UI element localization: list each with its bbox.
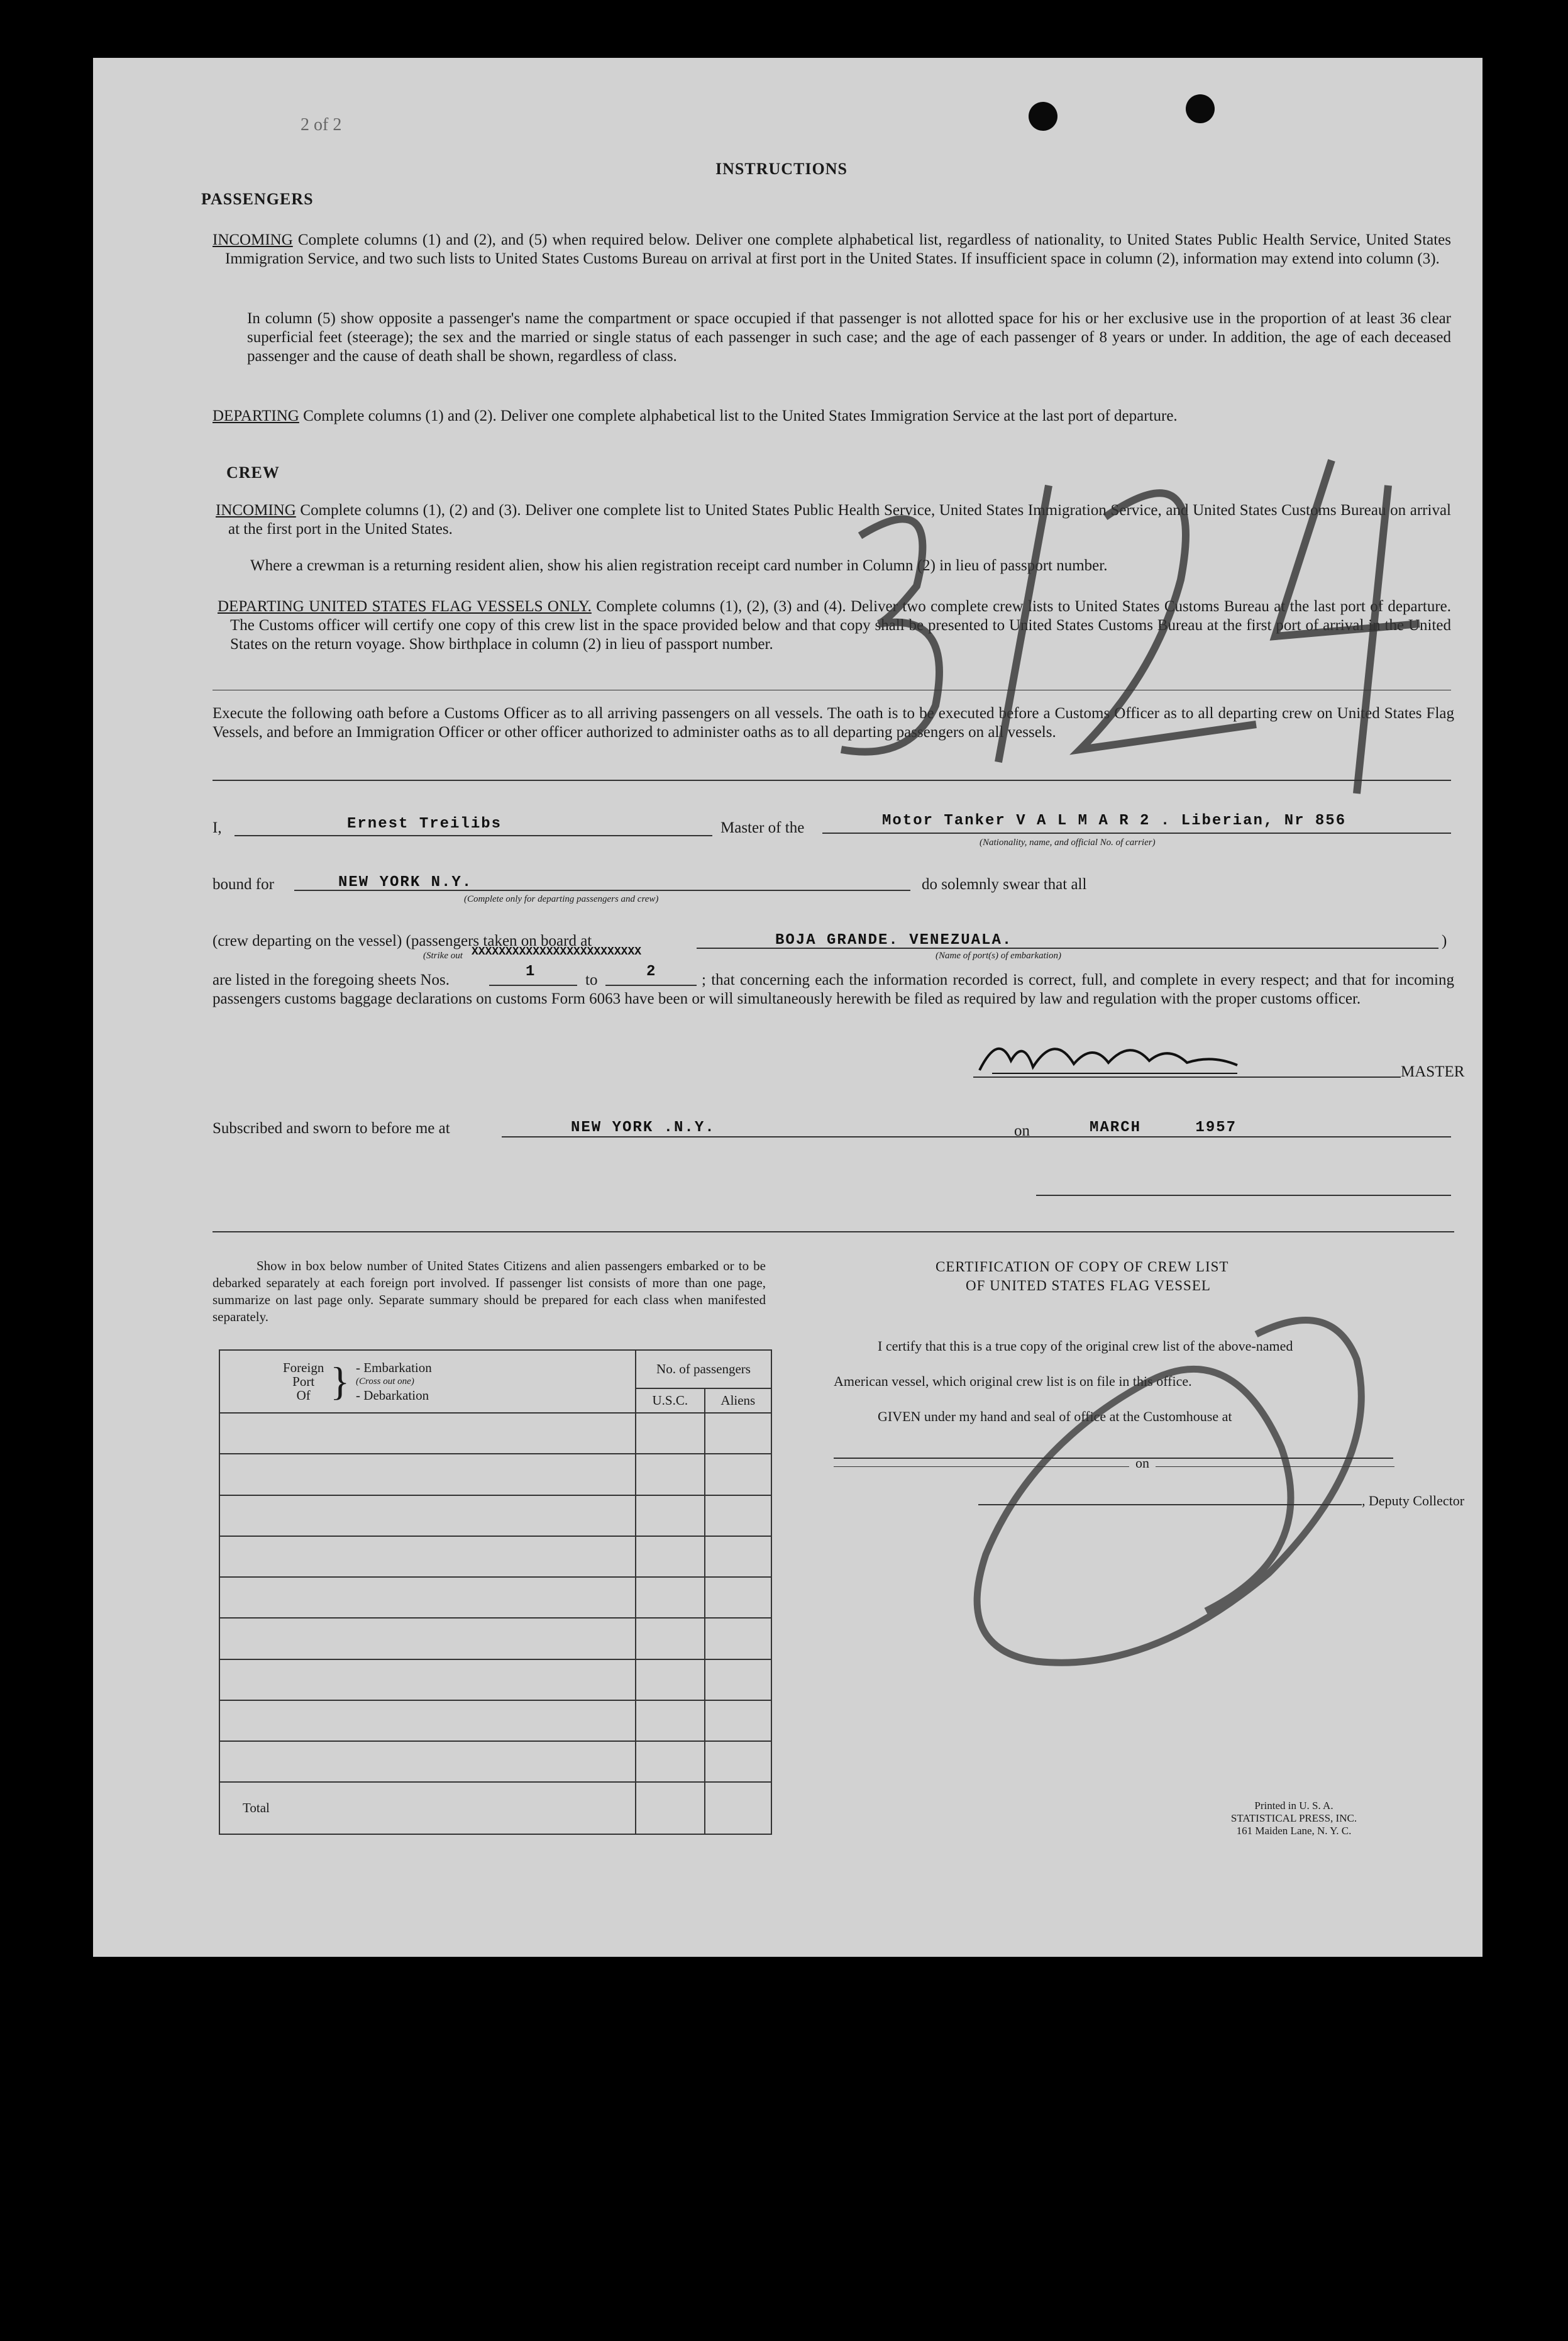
cert-heading-2: OF UNITED STATES FLAG VESSEL bbox=[966, 1278, 1211, 1293]
struck-text: XXXXXXXXXXXXXXXXXXXXXXXXX bbox=[472, 946, 642, 958]
col-port-of: Of bbox=[296, 1388, 311, 1403]
form-page bbox=[93, 58, 1482, 1957]
cert-heading-1: CERTIFICATION OF COPY OF CREW LIST bbox=[936, 1259, 1229, 1275]
crew-departing-text: Complete columns (1), (2), (3) and (4). Deliver two complete crew lists to United States Customs Bureau at the last port of departure. The Customs officer will certify one copy of this crew list in the space provided below and that copy shall be presented to United States Customs Bureau at the first port of arrival in the United States on the return voyage. Show birthplace in column (2) in lieu of passport number. bbox=[230, 598, 1451, 653]
summary-row bbox=[219, 1700, 771, 1741]
passengers-departing-label: DEPARTING bbox=[213, 407, 299, 424]
deputy-collector-label: , Deputy Collector bbox=[1362, 1493, 1465, 1508]
cert-line-1: I certify that this is a true copy of the original crew list of the above-named bbox=[878, 1338, 1293, 1354]
crew-incoming-text: Complete columns (1), (2) and (3). Deliver one complete list to United States Public Health Service, United States Immigration Service, and United States Customs Bureau on arrival at the first port in the United States. bbox=[228, 502, 1451, 538]
printer-line-3: 161 Maiden Lane, N. Y. C. bbox=[1236, 1825, 1352, 1837]
col-usc: U.S.C. bbox=[636, 1388, 705, 1413]
passengers-incoming-para bbox=[213, 231, 1452, 268]
summary-row bbox=[219, 1413, 771, 1454]
passengers-heading: PASSENGERS bbox=[201, 190, 314, 208]
crew-incoming-label: INCOMING bbox=[216, 502, 296, 519]
passengers-incoming-label: INCOMING bbox=[213, 231, 293, 248]
port-line bbox=[697, 948, 1438, 949]
punch-hole-left bbox=[1029, 102, 1057, 131]
col-port-foreign: Foreign bbox=[283, 1360, 324, 1376]
sheet-to: 2 bbox=[646, 963, 657, 980]
col-aliens: Aliens bbox=[705, 1388, 771, 1413]
port-of-embarkation: BOJA GRANDE. VENEZUALA. bbox=[775, 932, 1013, 949]
col-debark: - Debarkation bbox=[356, 1388, 429, 1403]
master-name-line bbox=[235, 835, 712, 836]
divider-3 bbox=[213, 1231, 1454, 1232]
on-label: on bbox=[1014, 1122, 1030, 1139]
bound-caption: (Complete only for departing passengers and crew) bbox=[464, 894, 659, 904]
sheets-prefix: are listed in the foregoing sheets Nos. bbox=[213, 971, 450, 988]
summary-row bbox=[219, 1536, 771, 1577]
printer-line-2: STATISTICAL PRESS, INC. bbox=[1230, 1812, 1357, 1824]
passenger-summary-table: Foreign Port Of } - Embarkation (Cross out one) - Debarkation No. of passengers U.S.C. Aliens Total bbox=[219, 1349, 772, 1835]
sheets-suffix bbox=[213, 971, 1454, 1009]
master-label: MASTER bbox=[1401, 1063, 1465, 1080]
col-passengers: No. of passengers bbox=[636, 1350, 771, 1388]
summary-row bbox=[219, 1741, 771, 1782]
corner-page-mark: 2 of 2 bbox=[301, 115, 342, 135]
handwritten-mark bbox=[753, 410, 1445, 800]
sworn-date-line bbox=[1036, 1136, 1451, 1137]
swear-text: do solemnly swear that all bbox=[922, 876, 1087, 893]
crew-departing-text: (crew departing on the vessel) (passengers taken on board at bbox=[213, 933, 592, 949]
summary-row bbox=[219, 1577, 771, 1618]
vessel-caption: (Nationality, name, and official No. of carrier) bbox=[980, 838, 1156, 848]
bound-for-value: NEW YORK N.Y. bbox=[338, 874, 473, 891]
master-of-label: Master of the bbox=[721, 819, 805, 836]
bound-label: bound for bbox=[213, 876, 274, 893]
strike-caption: (Strike out bbox=[423, 951, 463, 961]
summary-total-row bbox=[219, 1782, 771, 1834]
vessel-name: Motor Tanker V A L M A R 2 . Liberian, Nr 856 bbox=[882, 812, 1347, 829]
printer-line-1: Printed in U. S. A. bbox=[1254, 1800, 1333, 1812]
port-caption: (Name of port(s) of embarkation) bbox=[936, 951, 1061, 961]
summary-row bbox=[219, 1659, 771, 1700]
col-cross: (Cross out one) bbox=[356, 1376, 414, 1387]
total-label: Total bbox=[219, 1782, 636, 1834]
cert-line-2: American vessel, which original crew list is on file in this office. bbox=[834, 1373, 1192, 1389]
instructions-title: INSTRUCTIONS bbox=[715, 160, 847, 178]
column5-para: In column (5) show opposite a passenger's name the compartment or space occupied if that passenger is not allotted space for his or her exclusive use in the proportion of at least 36 clear superficial feet (steerage); the sex and the married or single status of each passenger in such case; and the age of each passenger of 8 years or under. In addition, the age of each deceased passenger and the cause of death shall be shown, regardless of class. bbox=[247, 310, 1451, 365]
subscribed-label: Subscribed and sworn to before me at bbox=[213, 1120, 450, 1137]
passengers-departing-text: Complete columns (1) and (2). Deliver one complete alphabetical list to the United States Immigration Service at the last port of departure. bbox=[303, 407, 1178, 424]
handwritten-zero bbox=[879, 1259, 1432, 1712]
extra-line bbox=[1036, 1195, 1451, 1196]
master-name: Ernest Treilibs bbox=[347, 816, 502, 833]
i-label: I, bbox=[213, 819, 222, 836]
summary-row bbox=[219, 1454, 771, 1495]
cert-line-3: GIVEN under my hand and seal of office at the Customhouse at bbox=[878, 1408, 1232, 1424]
oath-para: Execute the following oath before a Customs Officer as to all arriving passengers on all vessels. The oath is to be executed before a Customs Officer as to all departing crew on United States Flag Vessels, and before an Immigration Officer or other officer authorized to administer oaths as to all departing passengers on all vessels. bbox=[213, 705, 1454, 741]
crew-resident-para: Where a crewman is a returning resident alien, show his alien registration receipt card number in Column (2) in lieu of passport number. bbox=[250, 557, 1108, 574]
summary-row bbox=[219, 1495, 771, 1536]
crew-departing-label: DEPARTING UNITED STATES FLAG VESSELS ONLY. bbox=[218, 598, 592, 615]
punch-hole-right bbox=[1186, 94, 1215, 123]
master-signature-line bbox=[973, 1076, 1401, 1078]
printer-imprint bbox=[1200, 1800, 1388, 1837]
signature-mark bbox=[973, 1026, 1376, 1083]
close-paren: ) bbox=[1442, 933, 1447, 949]
vessel-line bbox=[822, 833, 1451, 834]
col-port-port: Port bbox=[292, 1374, 315, 1390]
sheets-to-label: to bbox=[585, 971, 598, 988]
sworn-date: MARCH 1957 bbox=[1090, 1119, 1237, 1136]
passengers-incoming-text: Complete columns (1) and (2), and (5) when required below. Deliver one complete alphabetical list, regardless of nationality, to United States Public Health Service, United States Immigration Service, and two such lists to United States Customs Bureau on arrival at first port in the United States. If insufficient space in column (2), information may extend into column (3). bbox=[225, 231, 1452, 267]
summary-instructions: Show in box below number of United States Citizens and alien passengers embarked or to be debarked separately at each foreign port involved. If passenger list consists of more than one page, summarize on last page only. Separate summary should be prepared for each class when manifested separately. bbox=[213, 1258, 766, 1324]
sheet-from: 1 bbox=[526, 963, 536, 980]
sworn-place: NEW YORK .N.Y. bbox=[571, 1119, 715, 1136]
summary-row bbox=[219, 1618, 771, 1659]
col-embark: - Embarkation bbox=[356, 1360, 432, 1376]
sheets-suffix-text: ; that concerning each the information recorded is correct, full, and complete in every respect; and that for incoming passengers customs baggage declarations on customs Form 6063 have been or will simultaneously herewith be filed as required by law and regulation with the proper customs officer. bbox=[213, 971, 1454, 1007]
cert-on-label: on bbox=[1135, 1455, 1149, 1471]
crew-heading: CREW bbox=[226, 463, 280, 482]
bound-line bbox=[294, 890, 910, 891]
